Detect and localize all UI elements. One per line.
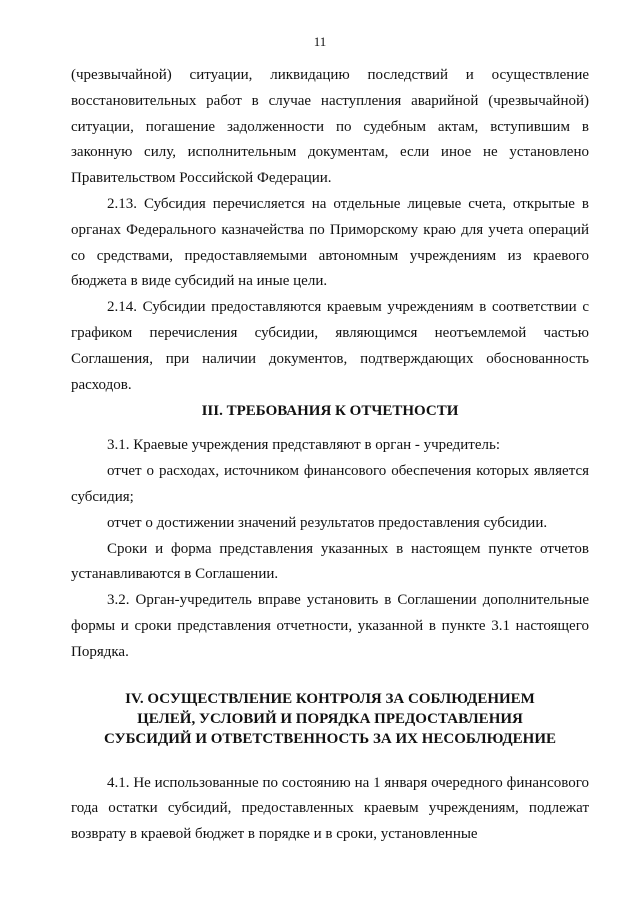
section-4-heading-line: СУБСИДИЙ И ОТВЕТСТВЕННОСТЬ ЗА ИХ НЕСОБЛЮДЕНИЕ	[103, 730, 557, 747]
paragraph-2-13: 2.13. Субсидия перечисляется на отдельные лицевые счета, открытые в органах Федерального казначейства по Приморскому краю для учета операций со средствами, предоставляемыми автономным учреждениям из краевого бюджета в виде субсидий на иные цели.	[71, 195, 589, 290]
document-body	[71, 63, 589, 848]
section-4-heading-line: ЦЕЛЕЙ, УСЛОВИЙ И ПОРЯДКА ПРЕДОСТАВЛЕНИЯ	[137, 710, 523, 727]
paragraph-2-14: 2.14. Субсидии предоставляются краевым учреждениям в соответствии с графиком перечисления субсидии, являющимся неотъемлемой частью Соглашения, при наличии документов, подтверждающих обоснованность расходов.	[71, 299, 589, 393]
paragraph-report-terms: Сроки и форма представления указанных в настоящем пункте отчетов устанавливаются в Соглашении.	[71, 540, 589, 583]
paragraph-3-2: 3.2. Орган-учредитель вправе установить в Соглашении дополнительные формы и сроки представления отчетности, указанной в пункте 3.1 настоящего Порядка.	[71, 592, 589, 660]
paragraph: (чрезвычайной) ситуации, ликвидацию последствий и осуществление восстановительных работ в случае наступления аварийной (чрезвычайной) ситуации, погашение задолженности по судебным актам, вступившим в законную силу, исполнительным документам, если иное не установлено Правительством Российской Федерации.	[71, 67, 589, 187]
section-4-heading-line: IV. ОСУЩЕСТВЛЕНИЕ КОНТРОЛЯ ЗА СОБЛЮДЕНИЕМ	[125, 690, 535, 707]
page-number: 11	[313, 34, 327, 49]
paragraph-4-1: 4.1. Не использованные по состоянию на 1 января очередного финансового года остатки субсидий, предоставленных краевым учреждениям, подлежат возврату в краевой бюджет в порядке и в сроки, установленные	[71, 774, 589, 843]
paragraph-3-1: 3.1. Краевые учреждения представляют в орган - учредитель:	[107, 437, 500, 454]
paragraph-report-results: отчет о достижении значений результатов предоставления субсидии.	[107, 514, 548, 531]
section-4-heading	[71, 689, 589, 749]
section-3-heading: III. ТРЕБОВАНИЯ К ОТЧЕТНОСТИ	[201, 403, 459, 420]
paragraph-report-expenses: отчет о расходах, источником финансового обеспечения которых является субсидия;	[71, 463, 589, 505]
